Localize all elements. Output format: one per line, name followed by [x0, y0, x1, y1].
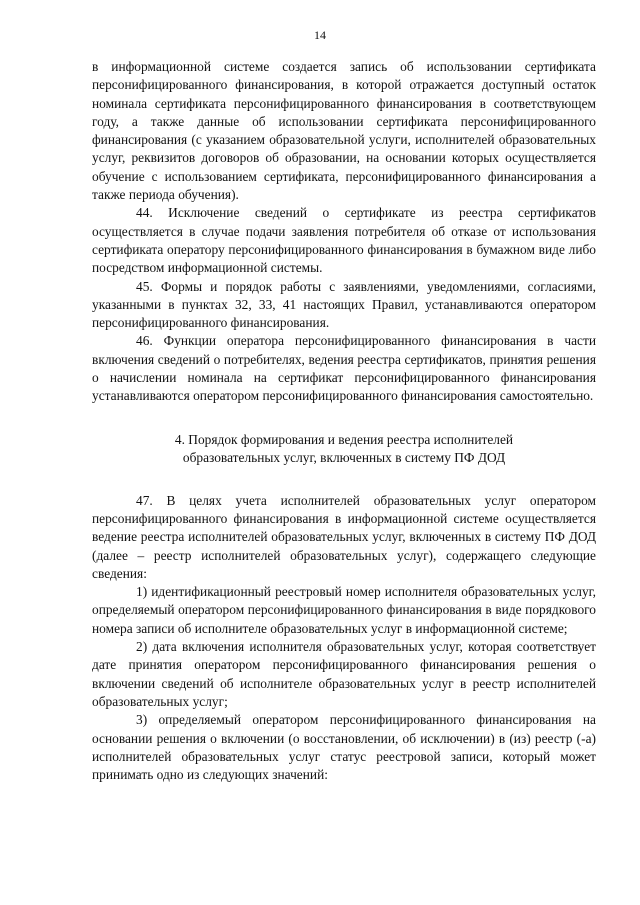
- page-number: 14: [314, 28, 326, 42]
- document-body: [92, 58, 596, 784]
- list-item-1: 1) идентификационный реестровый номер исполнителя образовательных услуг, определяемый оператором персонифицированного финансирования в виде порядкового номера записи об исполнителе образовательных услуг в информационной системе;: [92, 584, 596, 636]
- list-item-3: 3) определяемый оператором персонифицированного финансирования на основании решения о включении (о восстановлении, об исключении) в (из) реестр (-а) исполнителей образовательных услуг статус реестровой записи, который может принимать одно из следующих значений:: [92, 712, 596, 783]
- paragraph-45: 45. Формы и порядок работы с заявлениями, уведомлениями, согласиями, указанными в пунктах 32, 33, 41 настоящих Правил, устанавливаются оператором персонифицированного финансирования.: [92, 278, 596, 331]
- paragraph-continuation: в информационной системе создается запись об использовании сертификата персонифицированного финансирования, в которой отражается доступный остаток номинала сертификата персонифицированного финансирования в соответствующем году, а также данные об использовании сертификата персонифицированного финансирования (с указанием образовательной услуги, исполнителей образовательных услуг, реквизитов договоров об образовании, на основании которых осуществляется обучение с использованием сертификата, персонифицированного финансирования а также периода обучения).: [92, 59, 596, 203]
- section-heading: [92, 431, 596, 468]
- section-heading-line-1: 4. Порядок формирования и ведения реестра исполнителей: [174, 431, 514, 447]
- paragraph-44: 44. Исключение сведений о сертификате из реестра сертификатов осуществляется в случае подачи заявления потребителя об отказе от использования сертификата оператору персонифицированного финансирования в бумажном виде либо посредством информационной системы.: [92, 205, 596, 276]
- section-heading-line-2: образовательных услуг, включенных в систему ПФ ДОД: [182, 450, 506, 466]
- paragraph-46: 46. Функции оператора персонифицированного финансирования в части включения сведений о потребителях, ведения реестра сертификатов, принятия решения о начислении номинала на сертификат персонифицированного финансирования устанавливаются оператором персонифицированного финансирования самостоятельно.: [92, 333, 596, 404]
- paragraph-47: 47. В целях учета исполнителей образовательных услуг оператором персонифицированного финансирования в информационной системе осуществляется ведение реестра исполнителей образовательных услуг, включенных в систему ПФ ДОД (далее – реестр исполнителей образовательных услуг), содержащего следующие сведения:: [92, 492, 596, 581]
- list-item-2: 2) дата включения исполнителя образовательных услуг, которая соответствует дате принятия оператором персонифицированного финансирования решения о включении сведений об исполнителе образовательных услуг в реестр исполнителей образовательных услуг;: [92, 639, 596, 709]
